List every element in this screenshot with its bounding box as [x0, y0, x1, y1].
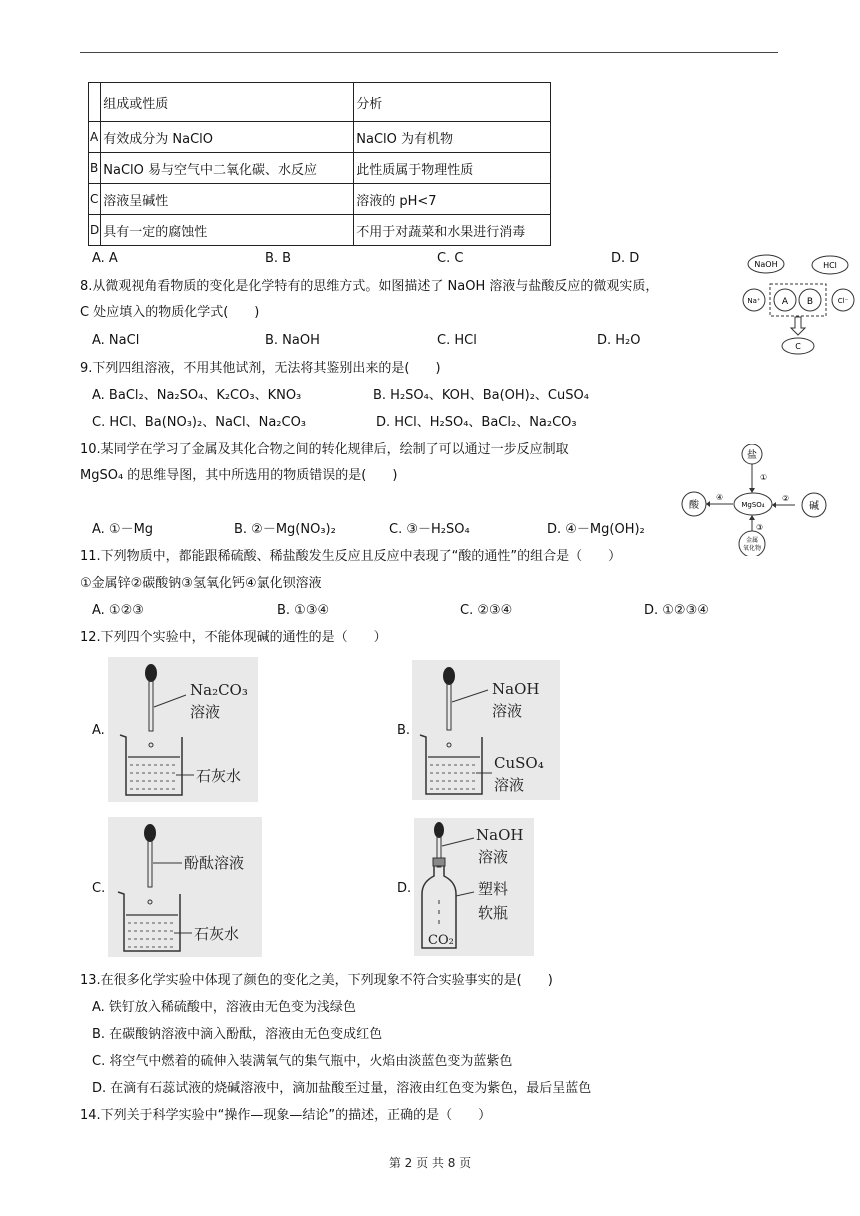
- question-14-stem: 14.下列关于科学实验中“操作—现象—结论”的描述，正确的是（ ）: [80, 1108, 492, 1123]
- arrowhead-icon: [749, 515, 755, 520]
- property-table: [88, 82, 551, 246]
- solution-label: 溶液: [494, 776, 525, 794]
- table-cell: D: [89, 215, 101, 246]
- leader-line: [456, 892, 474, 896]
- acid-label: 酸: [689, 500, 699, 511]
- dropper-bulb-icon: [434, 822, 444, 838]
- option-c[interactable]: C. HCl: [437, 333, 477, 348]
- dropper-tube: [148, 841, 152, 887]
- mgso4-label: MgSO₄: [741, 501, 765, 509]
- option-c[interactable]: C. C: [437, 251, 464, 266]
- mgso4-mind-map: [676, 444, 828, 556]
- option-d[interactable]: D. 在滴有石蕊试液的烧碱溶液中，滴加盐酸至过量，溶液由红色变为紫色，最后呈蓝色: [92, 1081, 592, 1096]
- option-a[interactable]: A. ①②③: [92, 603, 144, 618]
- top-rule: [80, 52, 778, 53]
- table-cell: 溶液呈碱性: [101, 184, 354, 215]
- bottle-label-1: 塑料: [478, 880, 509, 898]
- drop-icon: [447, 743, 451, 747]
- figure-c-label[interactable]: C.: [92, 881, 106, 896]
- option-d[interactable]: D. HCl、H₂SO₄、BaCl₂、Na₂CO₃: [376, 415, 577, 430]
- question-8-stem-cont: C 处应填入的物质化学式( ): [80, 305, 260, 320]
- page-footer: 第 2 页 共 8 页: [388, 1156, 472, 1170]
- question-9-stem: 9.下列四组溶液，不用其他试剂，无法将其鉴别出来的是( ): [80, 361, 441, 376]
- dropper-bulb-icon: [144, 824, 156, 842]
- option-d[interactable]: D. D: [611, 251, 640, 266]
- table-cell: NaClO 易与空气中二氧化碳、水反应: [101, 153, 354, 184]
- gas-label: CO₂: [428, 933, 454, 948]
- figure-b: [412, 660, 560, 800]
- option-c[interactable]: C. 将空气中燃着的硫伸入装满氧气的集气瓶中，火焰由淡蓝色变为蓝紫色: [92, 1054, 513, 1069]
- metal-oxide-label-2: 氧化物: [742, 545, 762, 552]
- dropper-bulb-icon: [443, 667, 455, 685]
- option-d[interactable]: D. H₂O: [597, 333, 641, 348]
- label-3: ③: [756, 523, 764, 532]
- table-cell: B: [89, 153, 101, 184]
- figure-d-label[interactable]: D.: [397, 881, 412, 896]
- option-b[interactable]: B. B: [265, 251, 292, 266]
- option-d[interactable]: D. ④－Mg(OH)₂: [547, 522, 645, 537]
- option-a[interactable]: A. 铁钉放入稀硫酸中，溶液由无色变为浅绿色: [92, 1000, 356, 1015]
- bottle-label-2: 软瓶: [478, 904, 509, 922]
- solution-label: 石灰水: [194, 925, 240, 943]
- stopper: [433, 858, 445, 866]
- option-b[interactable]: B. 在碳酸钠溶液中滴入酚酞，溶液由无色变成红色: [92, 1027, 383, 1042]
- option-c[interactable]: C. ③－H₂SO₄: [389, 522, 470, 537]
- table-row: [89, 122, 551, 153]
- option-d[interactable]: D. ①②③④: [644, 603, 709, 618]
- drop-icon: [148, 900, 152, 904]
- table-header-row: [89, 83, 551, 122]
- table-cell: A: [89, 122, 101, 153]
- reagent-name: NaOH: [492, 680, 540, 698]
- table-cell: 溶液的 pH<7: [354, 184, 551, 215]
- arrowhead-icon: [772, 502, 776, 508]
- table-cell: 具有一定的腐蚀性: [101, 215, 354, 246]
- table-header-cell: 组成或性质: [101, 83, 354, 122]
- liquid-hatch: [130, 765, 178, 789]
- arrowhead-icon: [749, 488, 755, 493]
- option-b[interactable]: B. NaOH: [265, 333, 320, 348]
- arrowhead-icon: [706, 501, 710, 507]
- option-a[interactable]: A. ①－Mg: [92, 522, 154, 537]
- option-c[interactable]: C. ②③④: [460, 603, 513, 618]
- dropper-tube: [149, 681, 153, 731]
- option-b[interactable]: B. ②－Mg(NO₃)₂: [234, 522, 336, 537]
- question-12-stem: 12.下列四个实验中，不能体现碱的通性的是（ ）: [80, 630, 387, 645]
- figure-d: [414, 818, 534, 956]
- question-10-stem-cont: MgSO₄ 的思维导图，其中所选用的物质错误的是( ): [80, 468, 398, 483]
- option-a[interactable]: A. BaCl₂、Na₂SO₄、K₂CO₃、KNO₃: [92, 388, 302, 403]
- reagent-label: 溶液: [190, 703, 221, 721]
- liquid-hatch: [430, 765, 478, 789]
- na-ion-label: Na⁺: [747, 297, 761, 305]
- cl-ion-label: Cl⁻: [837, 297, 849, 305]
- neutralization-diagram: [738, 252, 856, 356]
- table-row: [89, 184, 551, 215]
- reagent-name: NaOH: [476, 826, 524, 844]
- leader-line: [154, 695, 186, 707]
- leader-line: [442, 838, 474, 846]
- a-label: A: [781, 297, 789, 307]
- label-4: ④: [716, 493, 724, 502]
- table-cell: 此性质属于物理性质: [354, 153, 551, 184]
- liquid-hatch: [128, 923, 176, 947]
- table-header-cell: 分析: [354, 83, 551, 122]
- c-label: C: [795, 342, 801, 351]
- down-arrow-icon: [791, 317, 805, 335]
- dropper-bulb-icon: [145, 664, 157, 682]
- drop-icon: [149, 743, 153, 747]
- salt-label: 盐: [747, 450, 757, 461]
- question-13-stem: 13.在很多化学实验中体现了颜色的变化之美，下列现象不符合实验事实的是( ): [80, 973, 553, 988]
- naoh-label: NaOH: [754, 260, 778, 269]
- option-b[interactable]: B. H₂SO₄、KOH、Ba(OH)₂、CuSO₄: [373, 388, 589, 403]
- label-1: ①: [760, 473, 768, 482]
- label-2: ②: [782, 494, 790, 503]
- figure-a: [108, 657, 258, 802]
- table-cell: C: [89, 184, 101, 215]
- reagent-label: 溶液: [492, 702, 523, 720]
- option-c[interactable]: C. HCl、Ba(NO₃)₂、NaCl、Na₂CO₃: [92, 415, 307, 430]
- question-11-items: ①金属锌②碳酸钠③氢氧化钙④氯化钡溶液: [80, 576, 322, 591]
- figure-a-label[interactable]: A.: [92, 723, 105, 738]
- metal-oxide-label-1: 金属: [745, 537, 759, 544]
- base-label: 碱: [809, 501, 819, 512]
- table-row: [89, 215, 551, 246]
- figure-b-label[interactable]: B.: [397, 723, 411, 738]
- option-a[interactable]: A. A: [92, 251, 118, 266]
- option-a[interactable]: A. NaCl: [92, 333, 140, 348]
- table-row: [89, 153, 551, 184]
- option-b[interactable]: B. ①③④: [277, 603, 330, 618]
- reagent-name: Na₂CO₃: [190, 681, 248, 699]
- figure-c: [108, 817, 262, 957]
- leader-line: [452, 690, 488, 702]
- hcl-label: HCl: [823, 261, 837, 270]
- dropper-tube: [447, 684, 451, 730]
- question-10-stem: 10.某同学在学习了金属及其化合物之间的转化规律后，绘制了可以通过一步反应制取: [80, 442, 569, 457]
- table-cell: NaClO 为有机物: [354, 122, 551, 153]
- solution-label: 石灰水: [196, 767, 242, 785]
- table-cell: [89, 83, 101, 122]
- solution-name: CuSO₄: [494, 754, 544, 772]
- table-cell: 有效成分为 NaClO: [101, 122, 354, 153]
- b-label: B: [806, 297, 814, 307]
- question-8-stem: 8.从微观视角看物质的变化是化学特有的思维方式。如图描述了 NaOH 溶液与盐酸反应的微观实质，: [80, 279, 659, 294]
- reagent-label: 溶液: [478, 848, 509, 866]
- indicator-label: 酚酞溶液: [184, 854, 245, 872]
- question-11-stem: 11.下列物质中，都能跟稀硫酸、稀盐酸发生反应且反应中表现了“酸的通性”的组合是（ ）: [80, 549, 622, 564]
- table-cell: 不用于对蔬菜和水果进行消毒: [354, 215, 551, 246]
